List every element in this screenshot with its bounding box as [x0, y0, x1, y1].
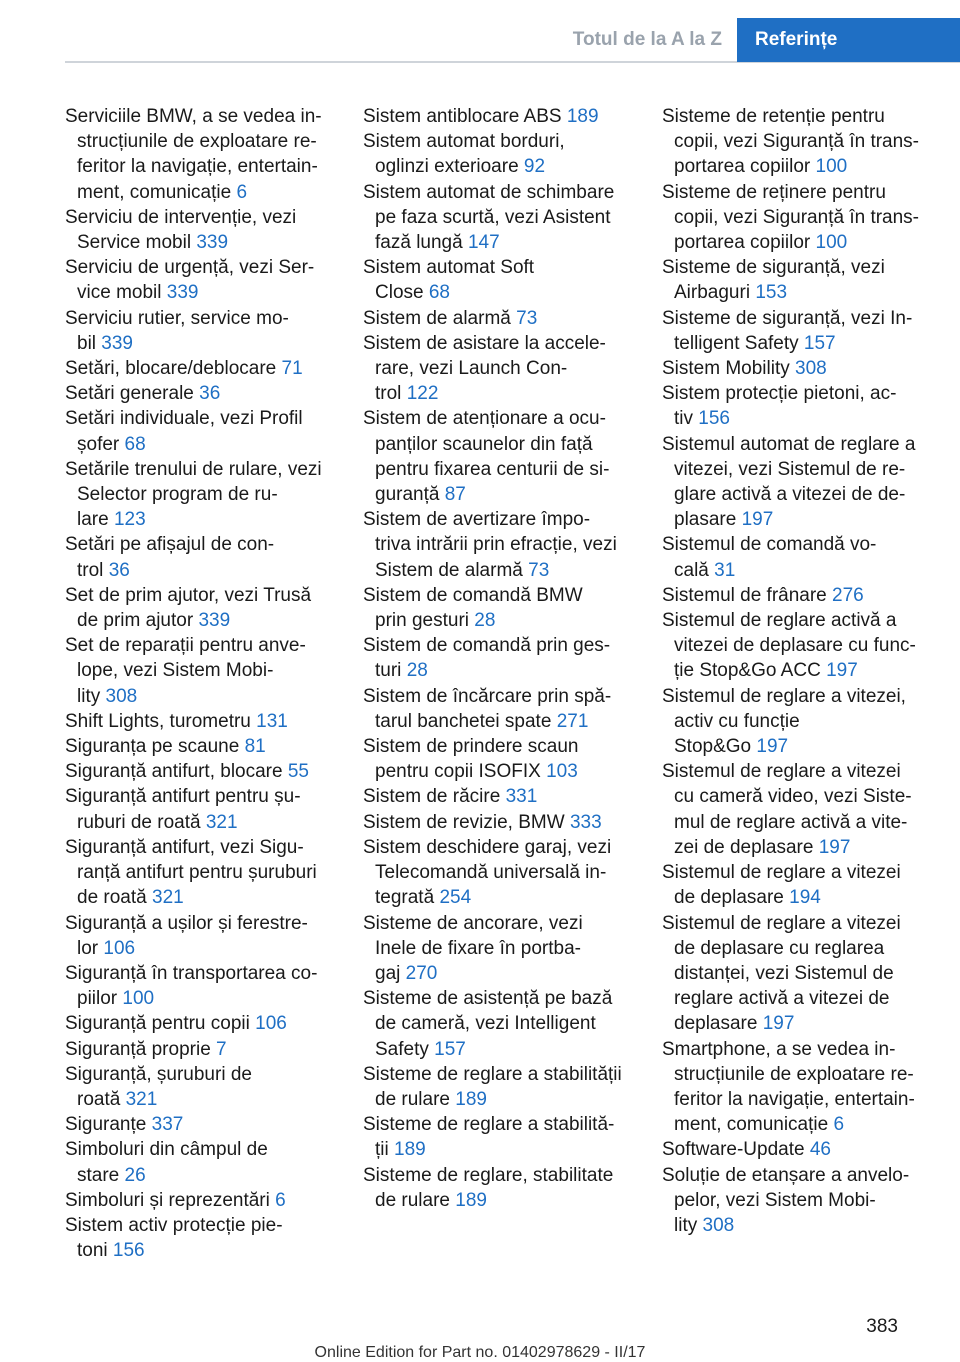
index-page-link[interactable]: 197: [762, 1013, 795, 1035]
index-entry: [662, 306, 932, 356]
index-page-link[interactable]: 36: [199, 383, 221, 405]
index-entry: [363, 986, 633, 1062]
index-page-link[interactable]: 131: [256, 710, 288, 732]
index-page-link[interactable]: 73: [516, 307, 538, 329]
index-entry-text: Sisteme de siguranță, vezi Airbaguri: [662, 257, 885, 304]
index-page-link[interactable]: 68: [124, 433, 146, 455]
index-entry: [65, 104, 335, 205]
index-entry: [65, 381, 335, 406]
index-entry: [662, 911, 932, 1037]
index-entry: [363, 633, 633, 683]
index-page-link[interactable]: 270: [405, 962, 438, 984]
index-entry: [65, 583, 335, 633]
index-entry-text: Set de reparații pentru anve‐ lope, vezi Sistem Mobi‐ lity: [65, 635, 306, 707]
index-entry: [662, 381, 932, 431]
index-entry-text: Sistemul automat de reglare a vitezei, vezi Sistemul de re‐ glare activă a vitezei de de‐ plasare: [662, 433, 916, 531]
index-page-link[interactable]: 276: [832, 584, 864, 606]
index-entry: [662, 432, 932, 533]
index-entry: [65, 1213, 335, 1263]
index-entry: [65, 1011, 335, 1036]
index-entry: [65, 1188, 335, 1213]
index-entry: [65, 406, 335, 456]
index-entry-text: Sistemul de reglare a vitezei, activ cu funcție Stop&Go: [662, 685, 906, 758]
index-entry: [65, 1037, 335, 1062]
index-entry-text: Sisteme de retenție pentru copii, vezi Siguranță în trans‐ portarea copiilor: [662, 106, 920, 178]
index-entry-text: Siguranță antifurt, blocare: [65, 761, 283, 783]
index-entry-text: Sisteme de siguranță, vezi In‐ telligent Safety: [662, 307, 913, 354]
index-entry-text: Serviciile BMW, a se vedea in‐ strucțiunile de exploatare re‐ feritor la navigație, entertain‐ ment, comunicație: [65, 106, 322, 203]
index-entry: [65, 734, 335, 759]
index-entry: [662, 1137, 932, 1162]
index-page-link[interactable]: 339: [166, 282, 199, 304]
index-page-link[interactable]: 26: [124, 1164, 146, 1186]
index-entry: [65, 759, 335, 784]
index-page-link[interactable]: 36: [108, 559, 130, 581]
index-entry-text: Sistem de revizie, BMW: [363, 811, 565, 833]
index-entry-text: Soluție de etanșare a anvelo‐ pelor, vezi Sistem Mobi‐ lity: [662, 1164, 910, 1236]
index-page-link[interactable]: 100: [122, 988, 155, 1010]
index-page-link[interactable]: 71: [281, 358, 303, 380]
index-page-link[interactable]: 321: [125, 1088, 158, 1110]
index-entry: [662, 180, 932, 256]
index-page-link[interactable]: 197: [818, 836, 851, 858]
index-entry: [363, 684, 633, 734]
index-entry-text: Siguranță antifurt, vezi Sigu‐ ranță antifurt pentru șuruburi de roată: [65, 836, 317, 909]
index-entry-text: Sistem de asistare la accele‐ rare, vezi Launch Con‐ trol: [363, 332, 606, 405]
header-section-title: Totul de la A la Z: [572, 29, 722, 50]
index-entry-text: Sistem de răcire: [363, 786, 501, 808]
index-page-link[interactable]: 156: [698, 408, 730, 430]
index-entry: [662, 860, 932, 910]
index-page-link[interactable]: 100: [815, 156, 848, 178]
index-entry: [363, 255, 633, 305]
index-entry: [363, 1112, 633, 1162]
index-entry: [65, 961, 335, 1011]
index-entry: [662, 583, 932, 608]
index-page-link[interactable]: 106: [103, 937, 136, 959]
index-entry-text: Sistem automat de schimbare pe faza scurtă, vezi Asistent fază lungă: [363, 181, 615, 254]
index-entry: [363, 583, 633, 633]
index-page-link[interactable]: 123: [113, 509, 146, 531]
index-page-link[interactable]: 189: [394, 1139, 426, 1161]
index-entry: [363, 104, 633, 129]
index-entry-text: Sistem automat borduri, oglinzi exterioare: [363, 131, 565, 178]
index-entry-text: Sistemul de reglare a vitezei de deplasare cu reglarea distanței, vezi Sistemul de reglare activă a vitezei de deplasare: [662, 912, 901, 1035]
index-page-link[interactable]: 31: [714, 559, 736, 581]
index-entry: [65, 1112, 335, 1137]
index-entry-text: Sistemul de reglare a vitezei cu cameră video, vezi Siste‐ mul de reglare activă a vite‐ zei de deplasare: [662, 761, 912, 858]
index-page-link[interactable]: 73: [528, 559, 550, 581]
index-entry-text: Smartphone, a se vedea in‐ strucțiunile de exploatare re‐ feritor la navigație, entertain‐ ment, comunicație: [662, 1038, 915, 1136]
index-entry-text: Sistem deschidere garaj, vezi Telecomandă universală in‐ tegrată: [363, 836, 612, 909]
index-page-link[interactable]: 68: [428, 282, 450, 304]
index-entry-text: Sistemul de reglare activă a vitezei de deplasare cu func‐ ție Stop&Go ACC: [662, 610, 916, 682]
index-page-link[interactable]: 106: [255, 1013, 287, 1035]
index-entry-text: Sistem de prindere scaun pentru copii ISOFIX: [363, 736, 579, 783]
index-page-link[interactable]: 197: [756, 736, 789, 758]
index-entry: [662, 356, 932, 381]
index-page-link[interactable]: 333: [569, 811, 602, 833]
index-entry-text: Sistemul de comandă vo‐ cală: [662, 534, 877, 581]
index-entry-text: Siguranță în transportarea co‐ piilor: [65, 962, 318, 1010]
index-page-link[interactable]: 254: [439, 887, 472, 909]
index-entry-text: Sistem de comandă BMW prin gesturi: [363, 584, 583, 632]
index-entry-text: Siguranță a ușilor și ferestre‐ lor: [65, 912, 308, 959]
index-entry: [363, 406, 633, 507]
index-entry: [363, 331, 633, 407]
index-entry-text: Sistemul de reglare a vitezei de deplasare: [662, 862, 901, 909]
index-entry: [363, 784, 633, 809]
index-entry: [65, 457, 335, 533]
index-entry-text: Sistem de comandă prin ges‐ turi: [363, 635, 611, 682]
index-entry: [662, 104, 932, 180]
index-column-3: [662, 104, 932, 1238]
header-tab-references: Referințe: [737, 18, 960, 62]
index-page-link[interactable]: 156: [112, 1240, 145, 1262]
index-entry-text: Sistemul de frânare: [662, 584, 827, 606]
index-entry-text: Sistem de încărcare prin spă‐ tarul banchetei spate: [363, 685, 612, 732]
index-column-1: [65, 104, 335, 1263]
index-entry: [662, 759, 932, 860]
index-entry: [65, 1062, 335, 1112]
index-page-link[interactable]: 308: [702, 1214, 735, 1236]
index-page-link[interactable]: 100: [815, 232, 848, 254]
index-entry: [363, 129, 633, 179]
index-entry-text: Setările trenului de rulare, vezi Selector program de ru‐ lare: [65, 458, 322, 531]
index-page-link[interactable]: 331: [505, 786, 538, 808]
index-entry-text: Sistem activ protecție pie‐ toni: [65, 1214, 283, 1262]
index-entry-text: Sistem protecție pietoni, ac‐ tiv: [662, 383, 897, 430]
index-entry-text: Setări pe afișajul de con‐ trol: [65, 534, 275, 581]
index-page-link[interactable]: 92: [523, 156, 546, 178]
index-entry-text: Siguranță pentru copii: [65, 1013, 250, 1035]
index-column-2: [363, 104, 633, 1213]
index-entry-text: Serviciu de urgență, vezi Ser‐ vice mobil: [65, 257, 315, 304]
index-page-link[interactable]: 6: [275, 1189, 286, 1211]
index-page-link[interactable]: 321: [152, 887, 184, 909]
index-entry-text: Sistem antiblocare ABS: [363, 106, 562, 127]
index-entry: [65, 911, 335, 961]
index-page-link[interactable]: 339: [196, 232, 229, 254]
index-entry-text: Shift Lights, turometru: [65, 710, 251, 732]
index-page-link[interactable]: 339: [101, 332, 133, 354]
index-entry-text: Sisteme de asistență pe bază de cameră, vezi Intelligent Safety: [363, 988, 613, 1060]
index-entry-text: Simboluri din câmpul de stare: [65, 1139, 268, 1186]
index-page-link[interactable]: 189: [455, 1088, 487, 1110]
index-entry: [363, 1062, 633, 1112]
index-entry: [662, 608, 932, 684]
index-page-link[interactable]: 147: [467, 232, 500, 254]
index-page-link[interactable]: 157: [434, 1038, 466, 1060]
index-entry-text: Sisteme de reglare, stabilitate de rulare: [363, 1164, 614, 1211]
index-entry-text: Serviciu de intervenție, vezi Service mobil: [65, 206, 297, 254]
index-entry: [65, 205, 335, 255]
index-page-link[interactable]: 197: [741, 509, 774, 531]
index-entry: [363, 180, 633, 256]
index-page-link[interactable]: 122: [406, 383, 439, 405]
index-entry-text: Siguranța pe scaune: [65, 736, 240, 758]
index-entry: [363, 835, 633, 911]
index-entry-text: Sistem de atenționare a ocu‐ panților scaunelor din față pentru fixarea centurii de si‐ guranță: [363, 408, 610, 506]
index-entry: [662, 1037, 932, 1138]
index-page-link[interactable]: 81: [244, 736, 266, 758]
index-entry-text: Sisteme de reținere pentru copii, vezi Siguranță în trans‐ portarea copiilor: [662, 181, 920, 254]
footer-edition: Online Edition for Part no. 01402978629 - II/17: [314, 1344, 646, 1361]
index-entry: [65, 255, 335, 305]
index-entry: [363, 507, 633, 583]
index-page-link[interactable]: 308: [795, 358, 827, 380]
index-entry-text: Set de prim ajutor, vezi Trusă de prim ajutor: [65, 584, 312, 632]
index-page-link[interactable]: 271: [556, 710, 589, 732]
index-entry-text: Serviciu rutier, service mo‐ bil: [65, 307, 289, 354]
index-page-link[interactable]: 339: [198, 610, 231, 632]
index-entry: [65, 1137, 335, 1187]
index-entry-text: Sisteme de reglare a stabilității de rulare: [363, 1063, 622, 1110]
index-page-link[interactable]: 103: [546, 761, 578, 783]
index-page-link[interactable]: 197: [826, 660, 858, 682]
page-number: 383: [866, 1316, 898, 1337]
index-page-link[interactable]: 6: [833, 1114, 845, 1136]
index-entry: [363, 911, 633, 987]
index-page-link[interactable]: 7: [216, 1038, 227, 1060]
index-entry: [363, 306, 633, 331]
index-entry: [363, 1163, 633, 1213]
index-entry: [662, 1163, 932, 1239]
index-entry-text: Sistem automat Soft Close: [363, 257, 535, 304]
index-entry-text: Siguranțe: [65, 1114, 147, 1136]
index-page-link[interactable]: 28: [474, 610, 496, 632]
index-page-link[interactable]: 6: [236, 181, 248, 203]
index-page-link[interactable]: 337: [151, 1114, 184, 1136]
index-page-link[interactable]: 153: [755, 282, 788, 304]
index-entry: [65, 356, 335, 381]
index-page-link[interactable]: 55: [287, 761, 309, 783]
index-entry: [65, 633, 335, 709]
index-entry: [662, 255, 932, 305]
index-page-link[interactable]: 157: [803, 332, 836, 354]
index-entry: [65, 532, 335, 582]
index-entry: [65, 784, 335, 834]
index-page-link[interactable]: 87: [444, 484, 466, 506]
index-entry: [363, 810, 633, 835]
index-entry-text: Setări, blocare/deblocare: [65, 358, 277, 380]
index-page-link[interactable]: 28: [406, 660, 428, 682]
index-entry-text: Siguranță, șuruburi de roată: [65, 1063, 252, 1110]
index-page-link[interactable]: 46: [809, 1139, 831, 1161]
index-entry-text: Sistem Mobility: [662, 358, 790, 380]
index-entry-text: Setări individuale, vezi Profil șofer: [65, 408, 303, 455]
index-entry-text: Software-Update: [662, 1139, 805, 1161]
index-entry-text: Sistem de alarmă: [363, 307, 511, 329]
index-entry-text: Siguranță antifurt pentru șu‐ ruburi de roată: [65, 786, 301, 833]
index-entry: [65, 709, 335, 734]
index-entry-text: Sisteme de reglare a stabilită‐ ții: [363, 1114, 615, 1161]
index-entry: [65, 835, 335, 911]
index-entry: [662, 684, 932, 760]
index-entry-text: Sisteme de ancorare, vezi Inele de fixare în portba‐ gaj: [363, 912, 583, 984]
index-entry: [363, 734, 633, 784]
index-page-link[interactable]: 194: [789, 887, 821, 909]
index-entry: [65, 306, 335, 356]
index-page-link[interactable]: 308: [105, 685, 138, 707]
index-entry: [662, 532, 932, 582]
index-page-link[interactable]: 189: [566, 106, 599, 127]
index-page-link[interactable]: 321: [205, 811, 238, 833]
index-entry-text: Siguranță proprie: [65, 1038, 211, 1060]
index-entry-text: Sistem de avertizare împo‐ triva intrării prin efracție, vezi Sistem de alarmă: [363, 509, 617, 581]
index-page-link[interactable]: 189: [455, 1189, 487, 1211]
index-entry-text: Simboluri și reprezentări: [65, 1189, 270, 1211]
index-entry-text: Setări generale: [65, 383, 194, 405]
